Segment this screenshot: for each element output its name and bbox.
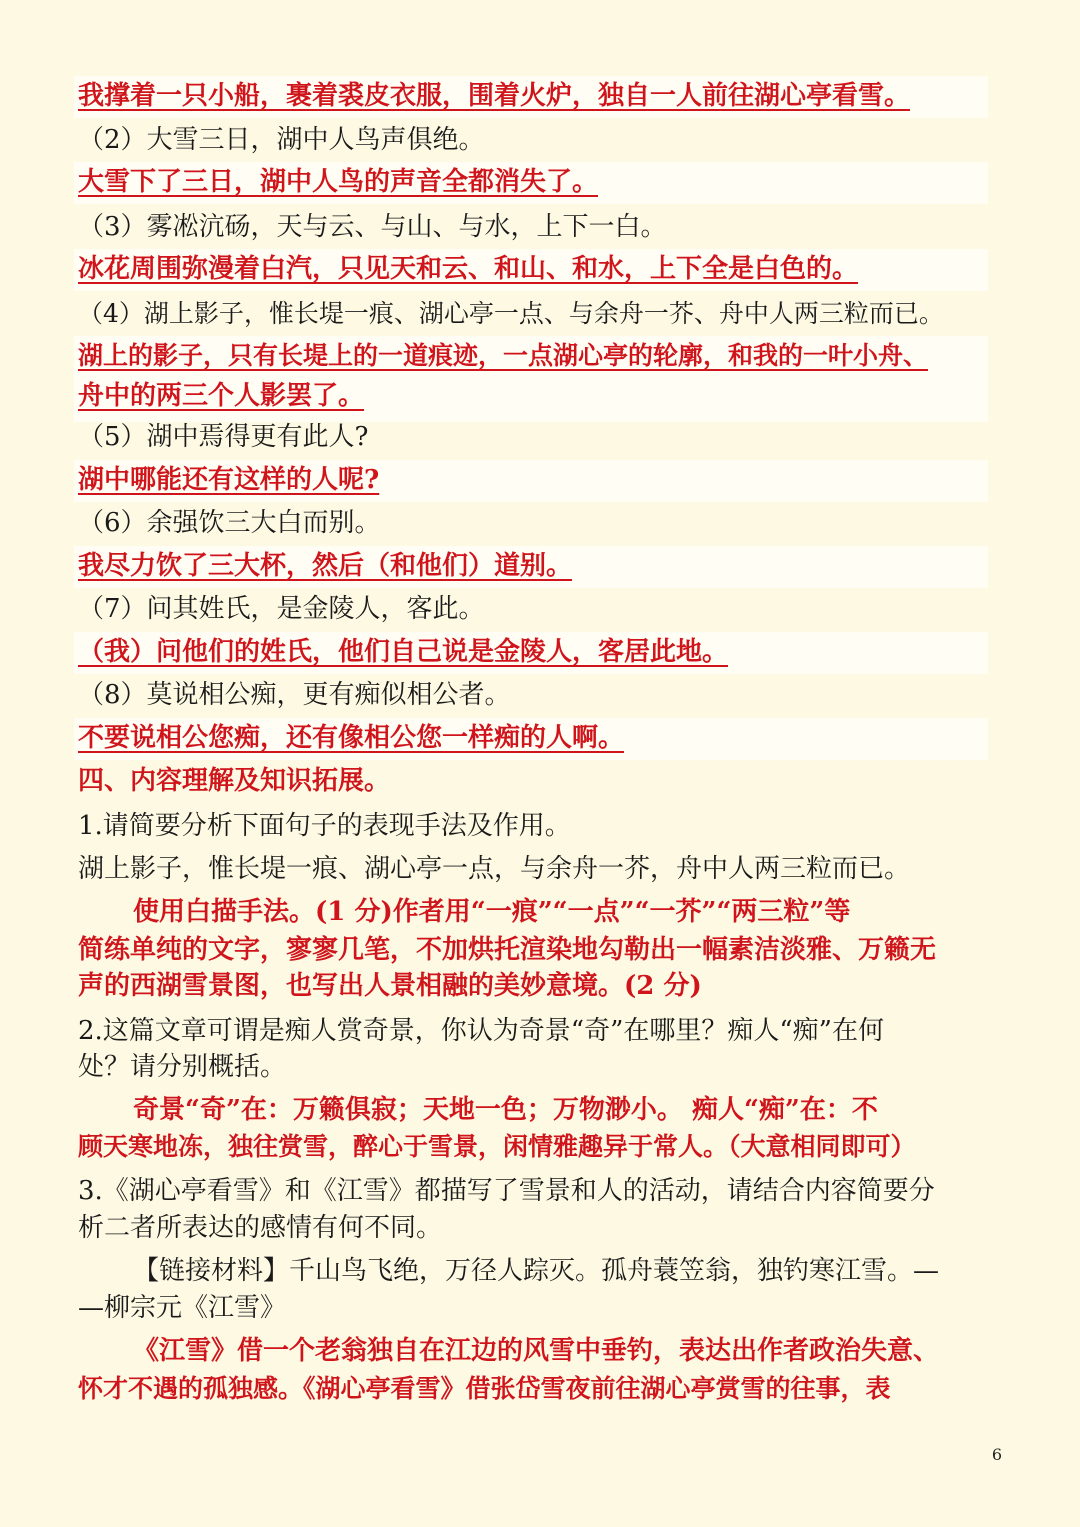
problem-2-question-line-2: 处？请分别概括。 bbox=[78, 1052, 287, 1082]
answer-2: 大雪下了三日，湖中人鸟的声音全都消失了。 bbox=[78, 167, 599, 197]
problem-3-answer-line-2: 怀才不遇的孤独感。《湖心亭看雪》借张岱雪夜前往湖心亭赏雪的往事，表 bbox=[78, 1374, 891, 1403]
question-7: （7）问其姓氏，是金陵人，客此。 bbox=[78, 594, 485, 624]
answer-8: 不要说相公您痴，还有像相公您一样痴的人啊。 bbox=[78, 723, 625, 753]
problem-2-answer-line-1: 奇景“奇”在：万籁俱寂；天地一色；万物渺小。 痴人“痴”在：不 bbox=[133, 1095, 878, 1125]
problem-3-question-line-1: 3.《湖心亭看雪》和《江雪》都描写了雪景和人的活动，请结合内容简要分 bbox=[78, 1176, 935, 1206]
problem-2-answer-line-2: 顾天寒地冻，独往赏雪，醉心于雪景，闲情雅趣异于常人。（大意相同即可） bbox=[78, 1132, 916, 1161]
question-5: （5）湖中焉得更有此人? bbox=[78, 422, 369, 452]
answer-7: （我）问他们的姓氏，他们自己说是金陵人，客居此地。 bbox=[78, 637, 729, 667]
problem-1-answer-line-3: 声的西湖雪景图，也写出人景相融的美妙意境。(2 分) bbox=[78, 971, 702, 1001]
question-2: （2）大雪三日，湖中人鸟声俱绝。 bbox=[78, 125, 485, 155]
problem-2-question-line-1: 2.这篇文章可谓是痴人赏奇景，你认为奇景“奇”在哪里？痴人“痴”在何 bbox=[78, 1016, 884, 1046]
answer-4-line-1: 湖上的影子，只有长堤上的一道痕迹，一点湖心亭的轮廓，和我的一叶小舟、 bbox=[78, 341, 929, 370]
answer-1: 我撑着一只小船，裹着裘皮衣服，围着火炉，独自一人前往湖心亭看雪。 bbox=[78, 81, 911, 111]
problem-1-answer-line-2: 简练单纯的文字，寥寥几笔，不加烘托渲染地勾勒出一幅素洁淡雅、万籁无 bbox=[78, 935, 937, 965]
question-8: （8）莫说相公痴，更有痴似相公者。 bbox=[78, 680, 511, 710]
problem-3-link-material-line-1: 【链接材料】千山鸟飞绝，万径人踪灭。孤舟蓑笠翁，独钓寒江雪。— bbox=[133, 1256, 940, 1286]
page-number: 6 bbox=[991, 1445, 1002, 1464]
answer-6: 我尽力饮了三大杯，然后（和他们）道别。 bbox=[78, 551, 573, 581]
problem-3-answer-line-1: 《江雪》借一个老翁独自在江边的风雪中垂钓，表达出作者政治失意、 bbox=[133, 1336, 940, 1366]
answer-3: 冰花周围弥漫着白汽，只见天和云、和山、和水，上下全是白色的。 bbox=[78, 254, 859, 284]
problem-1-answer-line-1: 使用白描手法。(1 分)作者用“一痕”“一点”“一芥”“两三粒”等 bbox=[133, 897, 851, 927]
section-heading: 四、内容理解及知识拓展。 bbox=[78, 766, 391, 796]
question-3: （3）雾凇沆砀，天与云、与山、与水，上下一白。 bbox=[78, 212, 667, 242]
problem-3-link-material-line-2: —柳宗元《江雪》 bbox=[78, 1293, 287, 1323]
problem-1-question: 1.请简要分析下面句子的表现手法及作用。 bbox=[78, 811, 571, 841]
question-4: （4）湖上影子，惟长堤一痕、湖心亭一点、与余舟一芥、舟中人两三粒而已。 bbox=[78, 299, 944, 328]
answer-5: 湖中哪能还有这样的人呢? bbox=[78, 465, 380, 495]
problem-3-question-line-2: 析二者所表达的感情有何不同。 bbox=[78, 1213, 443, 1243]
question-6: （6）余强饮三大白而别。 bbox=[78, 508, 381, 538]
problem-1-quote: 湖上影子，惟长堤一痕、湖心亭一点，与余舟一芥，舟中人两三粒而已。 bbox=[78, 854, 911, 884]
answer-4-line-2: 舟中的两三个人影罢了。 bbox=[78, 381, 365, 411]
